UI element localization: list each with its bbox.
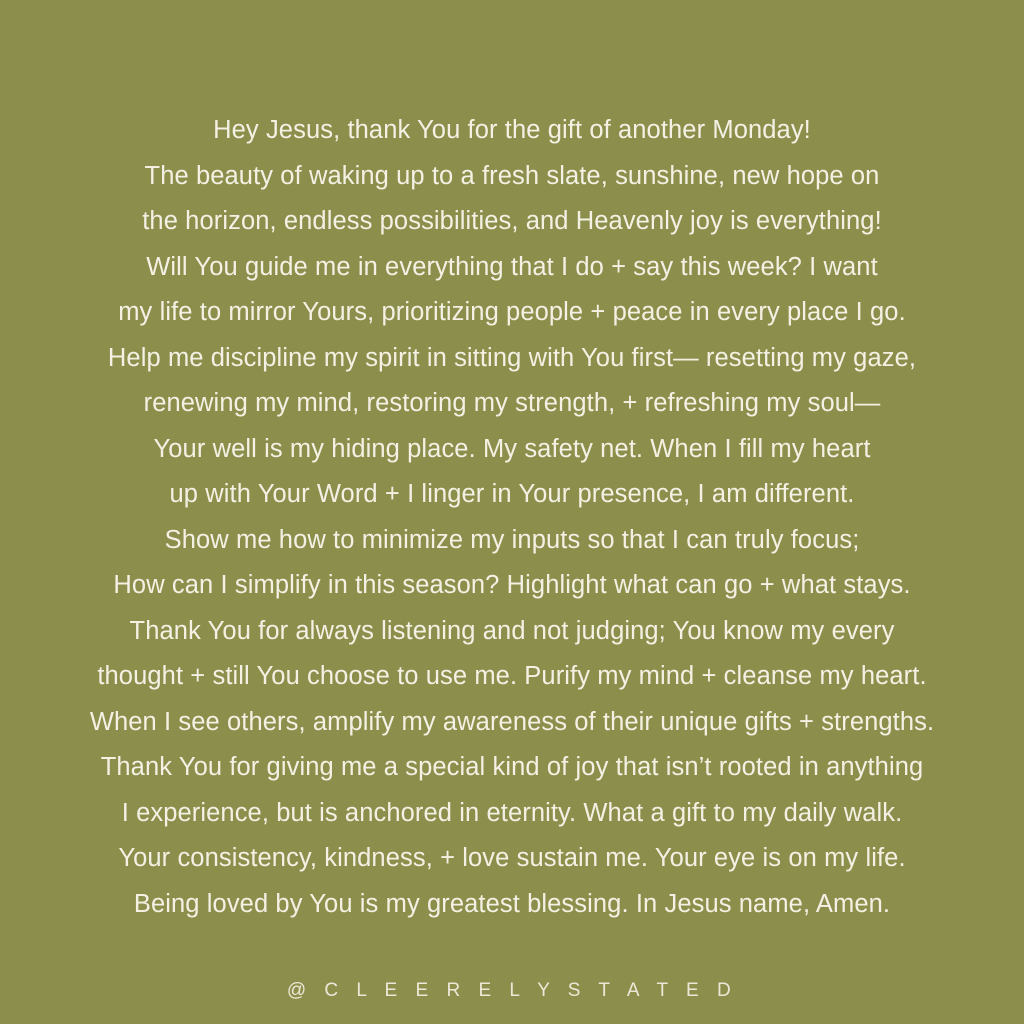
- prayer-line: When I see others, amplify my awareness of their unique gifts + strengths.: [89, 707, 935, 736]
- prayer-line: The beauty of waking up to a fresh slate, sunshine, new hope on: [144, 161, 880, 190]
- prayer-line: Thank You for always listening and not judging; You know my every: [129, 616, 895, 645]
- prayer-line: Help me discipline my spirit in sitting with You first— resetting my gaze,: [107, 343, 917, 372]
- prayer-line: renewing my mind, restoring my strength, + refreshing my soul—: [143, 389, 881, 417]
- prayer-line: Being loved by You is my greatest blessing. In Jesus name, Amen.: [133, 889, 891, 918]
- prayer-line: up with Your Word + I linger in Your presence, I am different.: [169, 480, 855, 508]
- prayer-line: my life to mirror Yours, prioritizing people + peace in every place I go.: [118, 298, 906, 326]
- prayer-line: Your consistency, kindness, + love sustain me. Your eye is on my life.: [118, 844, 906, 872]
- prayer-line: Hey Jesus, thank You for the gift of another Monday!: [213, 116, 811, 144]
- prayer-text-block: [42, 108, 982, 927]
- prayer-line: Will You guide me in everything that I do + say this week? I want: [146, 252, 878, 281]
- prayer-line: I experience, but is anchored in eternity. What a gift to my daily walk.: [121, 798, 903, 827]
- prayer-line: Your well is my hiding place. My safety net. When I fill my heart: [153, 434, 871, 463]
- prayer-line: How can I simplify in this season? Highlight what can go + what stays.: [113, 571, 911, 599]
- prayer-line: Show me how to minimize my inputs so that I can truly focus;: [164, 525, 860, 554]
- prayer-line: the horizon, endless possibilities, and Heavenly joy is everything!: [142, 207, 882, 235]
- prayer-line: Thank You for giving me a special kind of joy that isn’t rooted in anything: [100, 753, 924, 781]
- prayer-line: thought + still You choose to use me. Purify my mind + cleanse my heart.: [97, 662, 927, 690]
- account-handle: @ C L E E R E L Y S T A T E D: [286, 980, 738, 1001]
